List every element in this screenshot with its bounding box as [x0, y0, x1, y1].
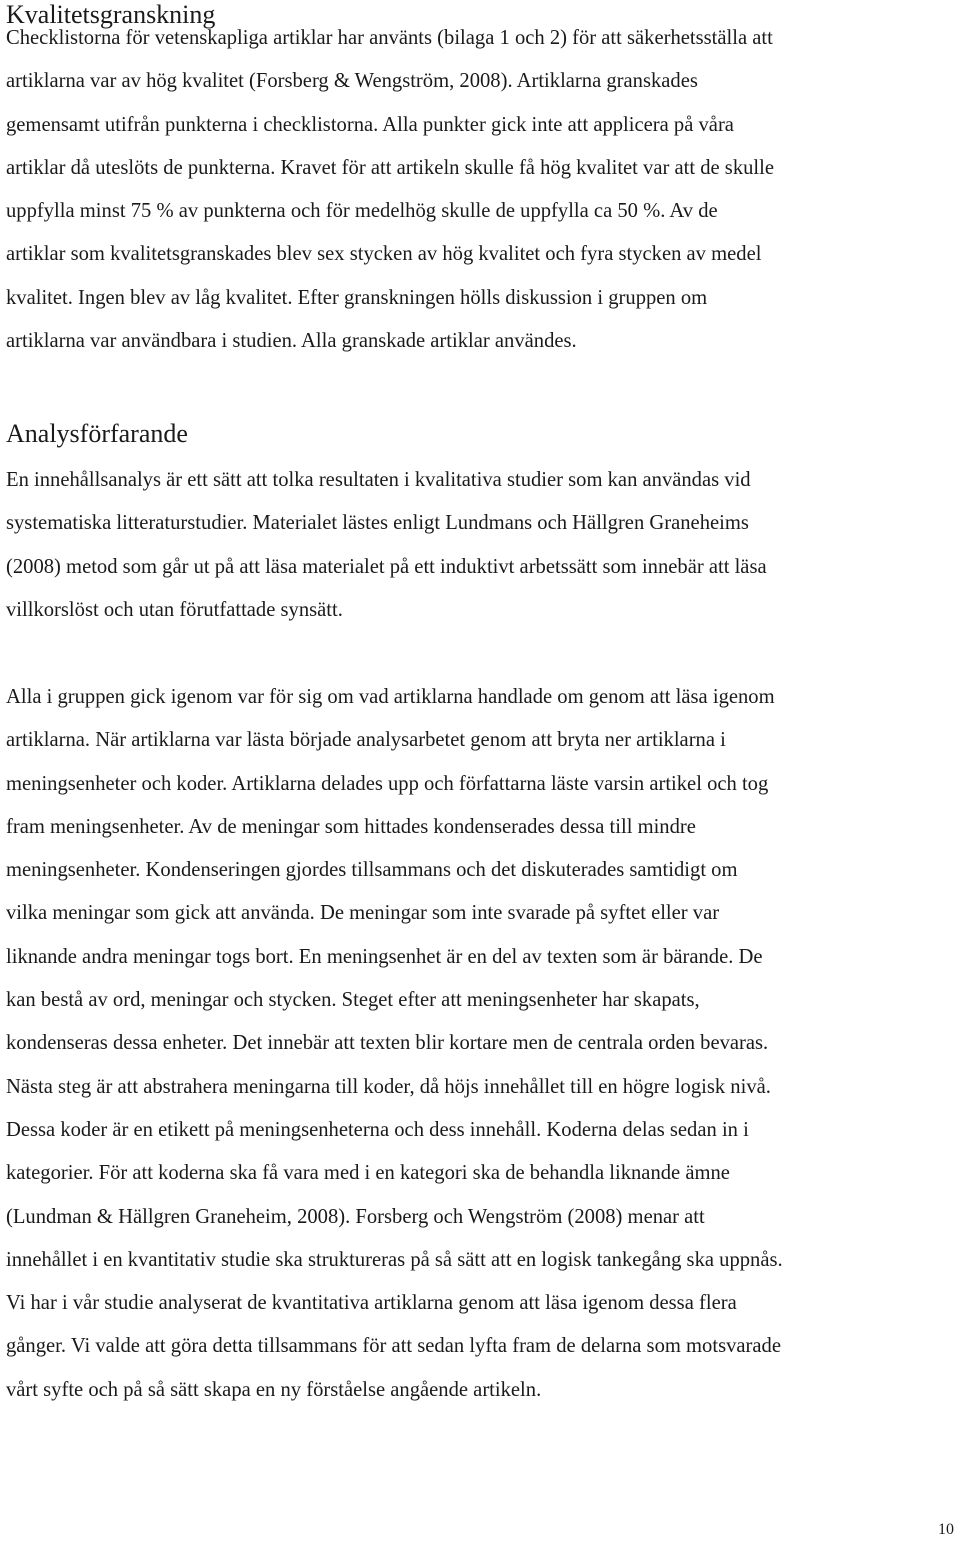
text-line: artiklarna. När artiklarna var lästa började analysarbetet genom att bryta ner artiklarna i — [6, 729, 726, 752]
text-line: fram meningsenheter. Av de meningar som hittades kondenserades dessa till mindre — [6, 815, 696, 838]
text-line: uppfylla minst 75 % av punkterna och för medelhög skulle de uppfylla ca 50 %. Av de — [6, 200, 718, 223]
text-line: En innehållsanalys är ett sätt att tolka resultaten i kvalitativa studier som kan användas vid — [6, 469, 751, 491]
text-line: gemensamt utifrån punkterna i checklistorna. Alla punkter gick inte att applicera på våra — [6, 113, 734, 136]
section-heading-analysforfarande: Analysförfarande — [6, 419, 188, 448]
text-line: Checklistorna för vetenskapliga artiklar har använts (bilaga 1 och 2) för att säkerhetsställa att — [6, 27, 773, 49]
text-line: gånger. Vi valde att göra detta tillsammans för att sedan lyfta fram de delarna som motsvarade — [6, 1335, 781, 1358]
text-line: kategorier. För att koderna ska få vara med i en kategori ska de behandla liknande ämne — [6, 1162, 730, 1185]
text-line: meningsenheter. Kondenseringen gjordes tillsammans och det diskuterades samtidigt om — [6, 859, 738, 882]
text-line: Dessa koder är en etikett på meningsenheterna och dess innehåll. Koderna delas sedan in i — [6, 1118, 749, 1141]
text-line: (2008) metod som går ut på att läsa materialet på ett induktivt arbetssätt som innebär att läsa — [6, 555, 767, 578]
text-line: villkorslöst och utan förutfattade synsätt. — [6, 598, 343, 621]
text-line: vårt syfte och på så sätt skapa en ny förståelse angående artikeln. — [6, 1378, 542, 1401]
text-line: artiklar som kvalitetsgranskades blev sex stycken av hög kvalitet och fyra stycken av medel — [6, 243, 762, 266]
text-line: meningsenheter och koder. Artiklarna delades upp och författarna läste varsin artikel och tog — [6, 772, 769, 795]
text-line: liknande andra meningar togs bort. En meningsenhet är en del av texten som är bärande. De — [6, 945, 763, 968]
text-line: kondenseras dessa enheter. Det innebär att texten blir kortare men de centrala orden bevaras. — [6, 1032, 769, 1055]
paragraph-analysforfarande-intro — [6, 459, 956, 632]
text-line: Nästa steg är att abstrahera meningarna till koder, då höjs innehållet till en högre logisk nivå. — [6, 1075, 771, 1098]
text-line: kvalitet. Ingen blev av låg kvalitet. Efter granskningen hölls diskussion i gruppen om — [6, 286, 708, 309]
text-line: artiklar då uteslöts de punkterna. Kravet för att artikeln skulle få hög kvalitet var att de skulle — [6, 156, 775, 179]
text-line: systematiska litteraturstudier. Materialet lästes enligt Lundmans och Hällgren Graneheims — [6, 512, 749, 535]
text-line: kan bestå av ord, meningar och stycken. Steget efter att meningsenheter har skapats, — [6, 989, 700, 1012]
text-line: innehållet i en kvantitativ studie ska struktureras på så sätt att en logisk tankegång ska uppnås. — [6, 1248, 783, 1271]
text-line: artiklarna var av hög kvalitet (Forsberg & Wengström, 2008). Artiklarna granskades — [6, 70, 698, 93]
text-line: (Lundman & Hällgren Graneheim, 2008). Forsberg och Wengström (2008) menar att — [6, 1205, 705, 1228]
text-line: vilka meningar som gick att använda. De meningar som inte svarade på syftet eller var — [6, 902, 720, 925]
paragraph-analysforfarande-process — [6, 676, 956, 1412]
text-line: artiklarna var användbara i studien. Alla granskade artiklar användes. — [6, 330, 577, 353]
paragraph-kvalitetsgranskning — [6, 17, 956, 363]
section-heading-kvalitetsgranskning: Kvalitetsgranskning — [6, 0, 216, 29]
text-line: Vi har i vår studie analyserat de kvantitativa artiklarna genom att läsa igenom dessa flera — [6, 1292, 737, 1315]
text-line: Alla i gruppen gick igenom var för sig om vad artiklarna handlade om genom att läsa igenom — [6, 686, 775, 708]
page-number: 10 — [938, 1521, 954, 1538]
